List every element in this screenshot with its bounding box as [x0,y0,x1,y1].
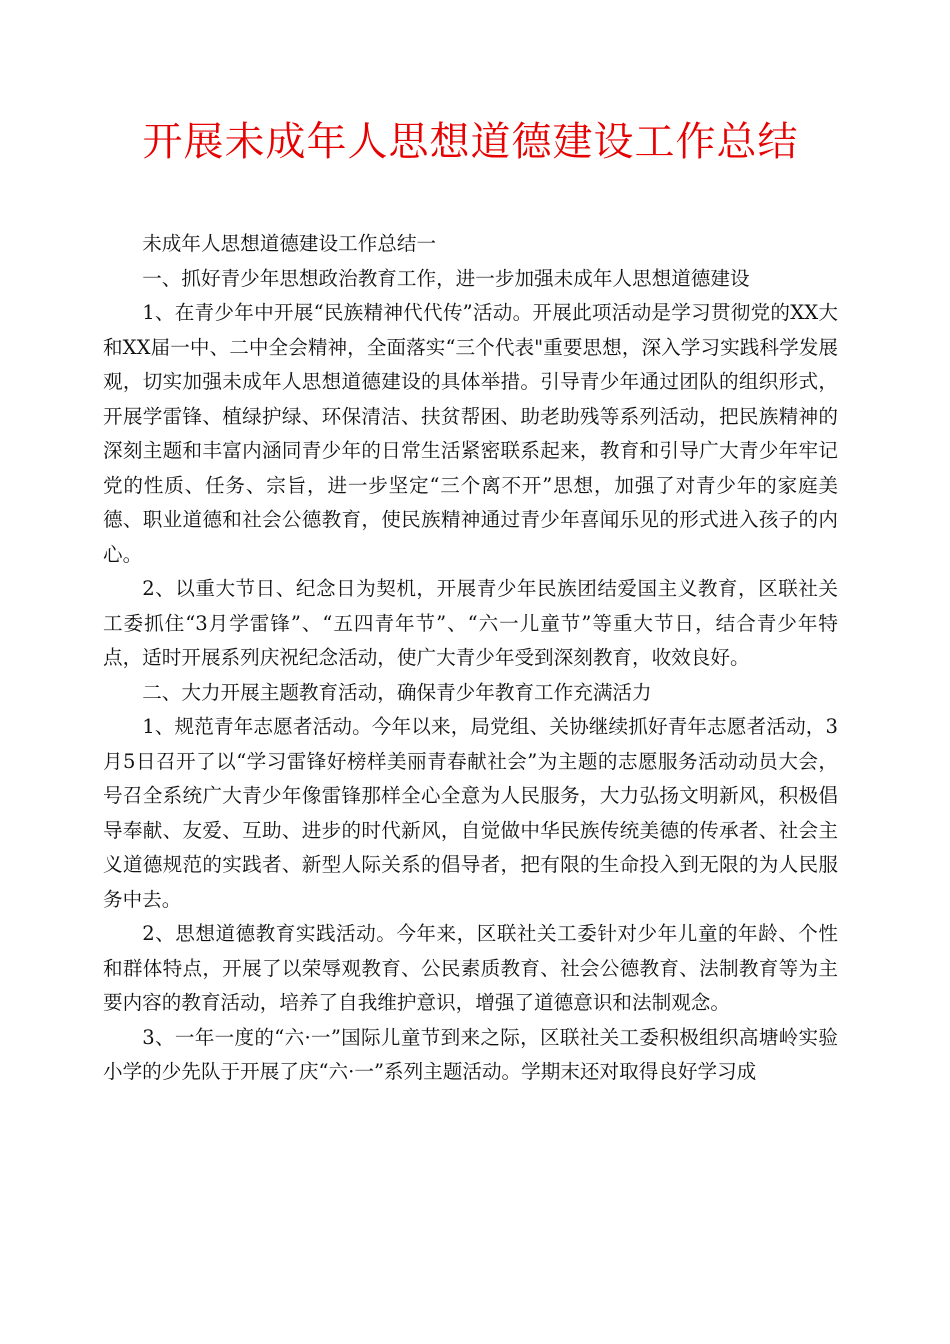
paragraph-section-heading-1: 一、抓好青少年思想政治教育工作，进一步加强未成年人思想道德建设 [142,266,750,290]
paragraph-item: 2、思想道德教育实践活动。今年来，区联社关工委针对少年儿童的年龄、个性和群体特点，开展了以荣辱观教育、公民素质教育、社会公德教育、法制教育等为主要内容的教育活动，培养了自我维护意识，增强了道德意识和法制观念。 [103,922,838,1014]
paragraph-subtitle: 未成年人思想道德建设工作总结一 [142,232,437,255]
paragraph-item: 1、规范青年志愿者活动。今年以来，局党组、关协继续抓好青年志愿者活动，3月5日召开了以“学习雷锋好榜样美丽青春献社会”为主题的志愿服务活动动员大会，号召全系统广大青少年像雷锋那样全心全意为人民服务，大力弘扬文明新风，积极倡导奉献、友爱、互助、进步的时代新风，自觉做中华民族传统美德的传承者、社会主义道德规范的实践者、新型人际关系的倡导者，把有限的生命投入到无限的为人民服务中去。 [103,715,838,911]
document-title: 开展未成年人思想道德建设工作总结 [142,119,799,165]
paragraph-item: 1、在青少年中开展“民族精神代代传”活动。开展此项活动是学习贯彻党的XX大和XX届一中、二中全会精神，全面落实“三个代表"重要思想，深入学习实践科学发展观，切实加强未成年人思想道德建设的具体举措。引导青少年通过团队的组织形式，开展学雷锋、植绿护绿、环保清洁、扶贫帮困、助老助残等系列活动，把民族精神的深刻主题和丰富内涵同青少年的日常生活紧密联系起来，教育和引导广大青少年牢记党的性质、任务、宗旨，进一步坚定“三个离不开”思想，加强了对青少年的家庭美德、职业道德和社会公德教育，使民族精神通过青少年喜闻乐见的形式进入孩子的内心。 [103,301,838,566]
document-body [103,227,838,1090]
paragraph-section-heading-2: 二、大力开展主题教育活动，确保青少年教育工作充满活力 [142,680,652,704]
paragraph-item: 3、一年一度的“六·一”国际儿童节到来之际，区联社关工委积极组织高塘岭实验小学的少先队于开展了庆“六·一”系列主题活动。学期末还对取得良好学习成 [103,1025,838,1083]
paragraph-item: 2、以重大节日、纪念日为契机，开展青少年民族团结爱国主义教育，区联社关工委抓住“3月学雷锋”、“五四青年节”、“六一儿童节”等重大节日，结合青少年特点，适时开展系列庆祝纪念活动，使广大青少年受到深刻教育，收效良好。 [103,577,838,669]
